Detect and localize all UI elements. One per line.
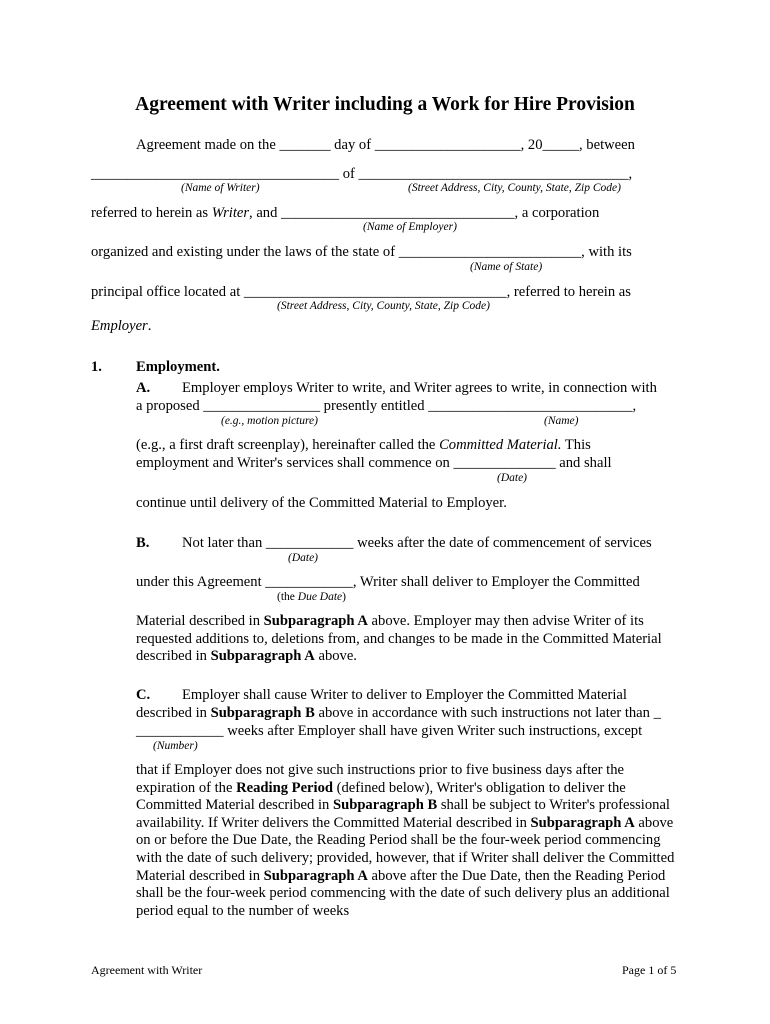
subparagraph-c-line2: described in Subparagraph B above in accordance with such instructions not later than _ bbox=[136, 705, 661, 721]
document-title: Agreement with Writer including a Work for Hire Provision bbox=[135, 94, 635, 115]
footer-page-number: Page 1 of 5 bbox=[622, 963, 677, 977]
parties-line: __________________________________ of _____________________________________, bbox=[91, 166, 633, 182]
footer-left: Agreement with Writer bbox=[91, 963, 203, 977]
caption-name: (Name) bbox=[544, 415, 579, 427]
subparagraph-c-label: C. bbox=[136, 687, 151, 703]
caption-number: (Number) bbox=[153, 740, 198, 752]
subparagraph-c-body: that if Employer does not give such instructions prior to five business days after the expiration of the Reading Period (defined below), Writer's obligation to deliver the Committed Material described in Subparagraph B shall be subject to Writer's professional availability. If Writer delivers the Committed Material described in Subparagraph A above on or before the Due Date, the Reading Period shall be the four-week period commencing with the date of such delivery; provided, however, that if Writer shall deliver the Committed Material described in Subparagraph A above after the Due Date, then the Reading Period shall be the four-week period commencing with the date of such delivery plus an additional period equal to the number of weeks bbox=[136, 762, 675, 919]
subparagraph-b-line1: Not later than ____________ weeks after the date of commencement of services bbox=[182, 535, 652, 551]
subparagraph-a-line1: Employer employs Writer to write, and Writer agrees to write, in connection with bbox=[182, 380, 657, 396]
subparagraph-b-body: Material described in Subparagraph A above. Employer may then advise Writer of its requested additions to, deletions from, and changes to be made in the Committed Material described in Subparagraph A above. bbox=[136, 613, 662, 665]
caption-motion-picture: (e.g., motion picture) bbox=[221, 415, 318, 427]
caption-state: (Name of State) bbox=[470, 261, 543, 273]
state-line: organized and existing under the laws of the state of _________________________, with its bbox=[91, 244, 632, 260]
caption-writer-name: (Name of Writer) bbox=[181, 182, 260, 194]
caption-date-1: (Date) bbox=[497, 472, 528, 484]
subparagraph-b-line2: under this Agreement ____________, Writer shall deliver to Employer the Committed bbox=[136, 574, 640, 590]
caption-due-date: (the Due Date) bbox=[277, 591, 346, 603]
subparagraph-a-line4: employment and Writer's services shall commence on ______________ and shall bbox=[136, 455, 612, 471]
agreement-date-line: Agreement made on the _______ day of ____________________, 20_____, between bbox=[136, 137, 635, 153]
section-heading: Employment. bbox=[136, 359, 220, 375]
subparagraph-a-line2: a proposed ________________ presently entitled ____________________________, bbox=[136, 398, 637, 414]
subparagraph-c-line1: Employer shall cause Writer to deliver to Employer the Committed Material bbox=[182, 687, 627, 703]
caption-employer-address: (Street Address, City, County, State, Zip Code) bbox=[277, 300, 490, 312]
caption-writer-address: (Street Address, City, County, State, Zip Code) bbox=[408, 182, 621, 194]
subparagraph-c-line3: ____________ weeks after Employer shall have given Writer such instructions, except bbox=[136, 723, 643, 739]
subparagraph-a-line3: (e.g., a first draft screenplay), hereinafter called the Committed Material. This bbox=[136, 437, 591, 453]
principal-office-line: principal office located at ____________________________________, referred to herein as bbox=[91, 284, 631, 300]
caption-employer-name: (Name of Employer) bbox=[363, 221, 457, 233]
subparagraph-b-label: B. bbox=[136, 535, 150, 551]
subparagraph-a-line5: continue until delivery of the Committed Material to Employer. bbox=[136, 495, 507, 511]
writer-reference-line: referred to herein as Writer, and ________________________________, a corporation bbox=[91, 205, 600, 221]
subparagraph-a-label: A. bbox=[136, 380, 151, 396]
employer-reference: Employer. bbox=[91, 318, 152, 334]
caption-date-2: (Date) bbox=[288, 552, 319, 564]
section-number: 1. bbox=[91, 359, 102, 375]
